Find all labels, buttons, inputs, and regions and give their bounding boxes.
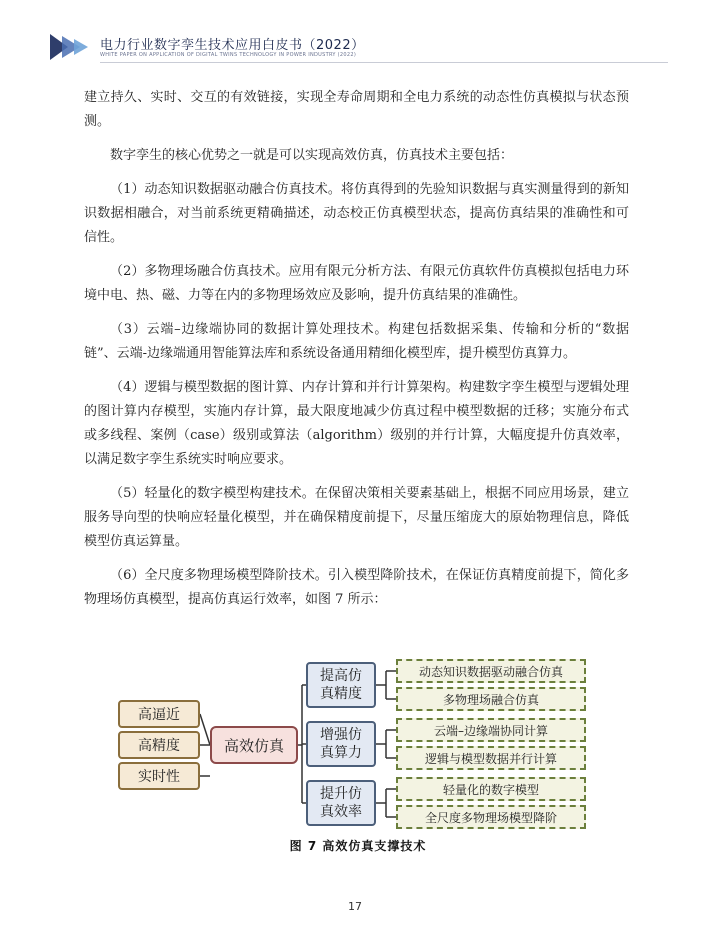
group-node-compute: 增强仿真算力 <box>306 721 376 767</box>
paragraph: （5）轻量化的数字模型构建技术。在保留决策相关要素基础上，根据不同应用场景，建立服务导向型的快响应轻量化模型，并在确保精度前提下，尽量压缩庞大的原始物理信息，降低模型仿真运算量。 <box>84 486 629 549</box>
header-title: 电力行业数字孪生技术应用白皮书（2022） <box>100 38 365 53</box>
left-node-high-approx: 高逼近 <box>118 700 200 728</box>
paragraph: 建立持久、实时、交互的有效链接，实现全寿命周期和全电力系统的动态性仿真模拟与状态预测。 <box>84 90 629 129</box>
page-number: 17 <box>348 900 362 913</box>
leaf-node: 云端–边缘端协同计算 <box>396 718 586 742</box>
leaf-node: 动态知识数据驱动融合仿真 <box>396 659 586 683</box>
figure-caption: 图 7 高效仿真支撑技术 <box>289 839 427 853</box>
group-node-efficiency: 提升仿真效率 <box>306 780 376 826</box>
body-text <box>84 86 629 622</box>
paragraph: （2）多物理场融合仿真技术。应用有限元分析方法、有限元仿真软件仿真模拟包括电力环境中电、热、磁、力等在内的多物理场效应及影响，提升仿真结果的准确性。 <box>84 264 629 303</box>
paragraph: （3）云端–边缘端协同的数据计算处理技术。构建包括数据采集、传输和分析的“数据链”、云端-边缘端通用智能算法库和系统设备通用精细化模型库，提升模型仿真算力。 <box>84 322 629 361</box>
paragraph: 数字孪生的核心优势之一就是可以实现高效仿真，仿真技术主要包括： <box>110 148 514 163</box>
center-node: 高效仿真 <box>210 726 298 764</box>
leaf-node: 逻辑与模型数据并行计算 <box>396 746 586 770</box>
left-node-real-time: 实时性 <box>118 762 200 790</box>
paragraph: （6）全尺度多物理场模型降阶技术。引入模型降阶技术，在保证仿真精度前提下，简化多物理场仿真模型，提高仿真运行效率，如图 7 所示： <box>84 568 629 607</box>
paragraph: （4）逻辑与模型数据的图计算、内存计算和并行计算架构。构建数字孪生模型与逻辑处理的图计算内存模型，实施内存计算，最大限度地减少仿真过程中模型数据的迁移；实施分布式或多线程、案例（case）级别或算法（algorithm）级别的并行计算，大幅度提升仿真效率，以满足数字孪生系统实时响应要求。 <box>84 380 629 467</box>
header-subtitle: WHITE PAPER ON APPLICATION OF DIGITAL TWINS TECHNOLOGY IN POWER INDUSTRY (2022) <box>100 52 357 58</box>
page-header <box>48 30 668 70</box>
group-node-precision: 提高仿真精度 <box>306 662 376 708</box>
left-node-high-precision: 高精度 <box>118 731 200 759</box>
leaf-node: 多物理场融合仿真 <box>396 687 586 711</box>
triangle-logo-icon <box>48 30 92 64</box>
figure-7 <box>118 655 598 853</box>
leaf-node: 轻量化的数字模型 <box>396 777 586 801</box>
header-divider <box>100 62 668 63</box>
paragraph: （1）动态知识数据驱动融合仿真技术。将仿真得到的先验知识数据与真实测量得到的新知识数据相融合，对当前系统更精确描述，动态校正仿真模型状态，提高仿真结果的准确性和可信性。 <box>84 182 629 245</box>
leaf-node: 全尺度多物理场模型降阶 <box>396 805 586 829</box>
